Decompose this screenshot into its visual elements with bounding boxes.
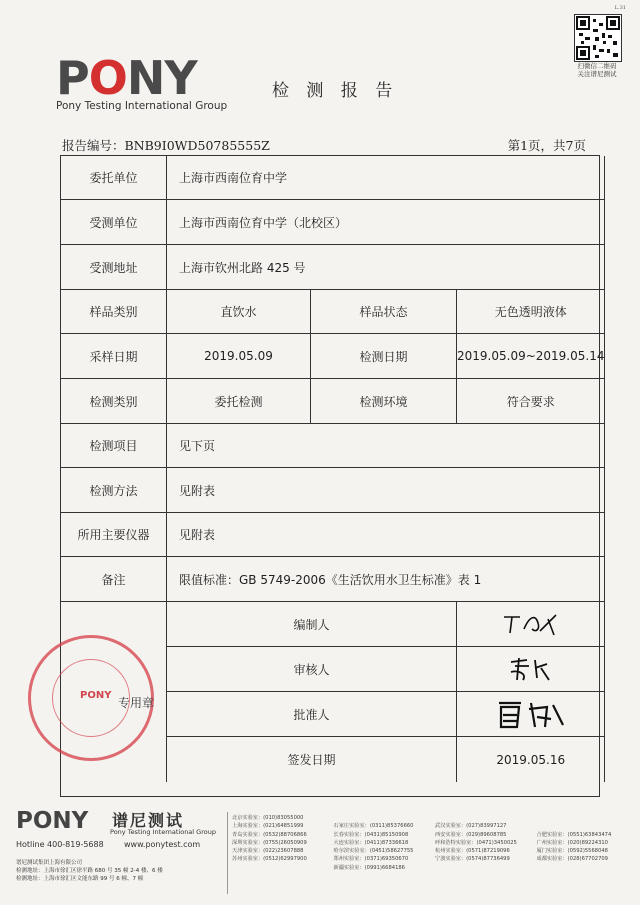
compiler-signature-mark	[496, 609, 566, 639]
lab-contact: 郑州实验室：(0371)69350670	[333, 856, 409, 863]
logo-text-ny: NY	[126, 51, 197, 105]
footer-address-line: 谱尼测试集团上海有限公司	[16, 860, 83, 866]
sample-type-label: 样品类别	[61, 290, 167, 334]
remarks-label: 备注	[61, 557, 167, 602]
lab-contact: 武汉实验室：(027)83997127	[435, 823, 507, 830]
test-date-value: 2019.05.09~2019.05.14	[457, 334, 605, 379]
test-method-value: 见附表	[167, 468, 605, 513]
logo-text-p: P	[56, 51, 89, 105]
test-date-label: 检测日期	[311, 334, 457, 379]
lab-contact: 上海实验室：(021)64851999	[232, 823, 304, 830]
instruments-value: 见附表	[167, 513, 605, 557]
footer-website: www.ponytest.com	[124, 840, 201, 849]
test-method-label: 检测方法	[61, 468, 167, 513]
instruments-label: 所用主要仪器	[61, 513, 167, 557]
lab-contact: 新疆实验室：(0991)6684186	[333, 864, 405, 871]
lab-contact: 西安实验室：(029)89608785	[435, 831, 507, 838]
footer-divider	[227, 812, 228, 894]
lab-contact: 青岛实验室：(0532)88706866	[232, 831, 307, 838]
client-value: 上海市西南位育中学	[167, 156, 605, 200]
tested-unit-value: 上海市西南位育中学（北校区）	[167, 200, 605, 245]
lab-contact	[537, 864, 633, 872]
lab-contact	[334, 814, 430, 822]
sampling-date-value: 2019.05.09	[167, 334, 311, 379]
tested-unit-label: 受测单位	[61, 200, 167, 245]
sample-state-label: 样品状态	[311, 290, 457, 334]
sampling-date-label: 采样日期	[61, 334, 167, 379]
reviewer-signature-mark	[501, 654, 561, 684]
test-environment-value: 符合要求	[457, 379, 605, 424]
document-title: 检 测 报 告	[272, 81, 399, 101]
sample-type-value: 直饮水	[167, 290, 311, 334]
client-label: 委托单位	[61, 156, 167, 200]
qr-caption-line2: 关注谱尼测试	[577, 70, 617, 78]
lab-contact	[435, 864, 531, 872]
lab-contact: 天津实验室：(022)23607888	[232, 848, 304, 855]
test-items-label: 检测项目	[61, 424, 167, 468]
lab-contact: 石家庄实验室：(0311)85376660	[333, 823, 414, 830]
lab-contact: 厦门实验室：(0592)5568048	[536, 848, 608, 855]
lab-contact: 成都实验室：(028)67702709	[536, 856, 608, 863]
footer-brand-en: Pony Testing International Group	[110, 828, 216, 836]
issue-date-value: 2019.05.16	[457, 737, 605, 782]
test-environment-label: 检测环境	[311, 379, 457, 424]
lab-contact: 哈尔滨实验室：(0451)58627755	[333, 848, 414, 855]
tested-address-label: 受测地址	[61, 245, 167, 290]
tested-address-value: 上海市钦州北路 425 号	[167, 245, 605, 290]
qr-code	[574, 14, 622, 62]
footer-address-line: 检测地址：上海市徐汇区文能东路 99 号 6 幢、7 幢	[16, 876, 144, 882]
logo-text-o: O	[88, 51, 127, 105]
issue-date-label: 签发日期	[167, 737, 457, 782]
pony-logo	[56, 51, 197, 105]
lab-contact: 合肥实验室：(0551)63843474	[536, 831, 612, 838]
page-number: 第1页，共7页	[507, 138, 586, 153]
lab-contact: 苏州实验室：(0512)62997900	[232, 856, 307, 863]
lab-contact: 深圳实验室：(0755)26050909	[232, 839, 307, 846]
lab-contact: 呼和浩特实验室：(0471)3450025	[435, 839, 517, 846]
test-category-label: 检测类别	[61, 379, 167, 424]
lab-contact: 宁波实验室：(0574)87736499	[435, 856, 510, 863]
compiler-label: 编制人	[167, 602, 457, 647]
corner-mark: L.31	[614, 5, 626, 11]
lab-contact: 广州实验室：(020)89224310	[536, 839, 608, 846]
lab-contact: 北京实验室：(010)83055000	[232, 815, 304, 821]
approver-signature-mark	[491, 697, 571, 731]
lab-contact	[232, 864, 328, 872]
lab-contact: 杭州实验室：(0571)87219096	[435, 848, 510, 855]
footer-brand-cn: 谱尼测试	[112, 811, 185, 830]
report-number: 报告编号：BNB9I0WD50785555Z	[62, 138, 270, 153]
compiler-signature	[457, 602, 605, 647]
lab-contact	[537, 814, 633, 822]
footer-address-line: 检测地址：上海市徐汇区徐平路 680 号 35 幢 2-4 楼、6 楼	[16, 868, 163, 874]
reviewer-label: 审核人	[167, 647, 457, 692]
footer-hotline: Hotline 400-819-5688	[16, 840, 104, 849]
approver-signature	[457, 692, 605, 737]
reviewer-signature	[457, 647, 605, 692]
remarks-value: 限值标准：GB 5749-2006《生活饮用水卫生标准》表 1	[167, 557, 605, 602]
lab-contact	[435, 814, 531, 822]
test-items-value: 见下页	[167, 424, 605, 468]
approver-label: 批准人	[167, 692, 457, 737]
stamp-text: PONY	[80, 690, 112, 701]
qr-caption-line1: 扫微信二维码	[577, 62, 617, 70]
lab-contact	[537, 822, 633, 830]
footer-lab-contacts	[232, 814, 632, 872]
stamp-label: 专用章	[118, 696, 155, 710]
footer-logo: PONY	[16, 808, 89, 834]
lab-contact: 大连实验室：(0411)87336618	[333, 839, 409, 846]
sample-state-value: 无色透明液体	[457, 290, 605, 334]
test-category-value: 委托检测	[167, 379, 311, 424]
lab-contact: 长春实验室：(0431)85150908	[333, 831, 409, 838]
logo-tagline: Pony Testing International Group	[56, 100, 228, 112]
